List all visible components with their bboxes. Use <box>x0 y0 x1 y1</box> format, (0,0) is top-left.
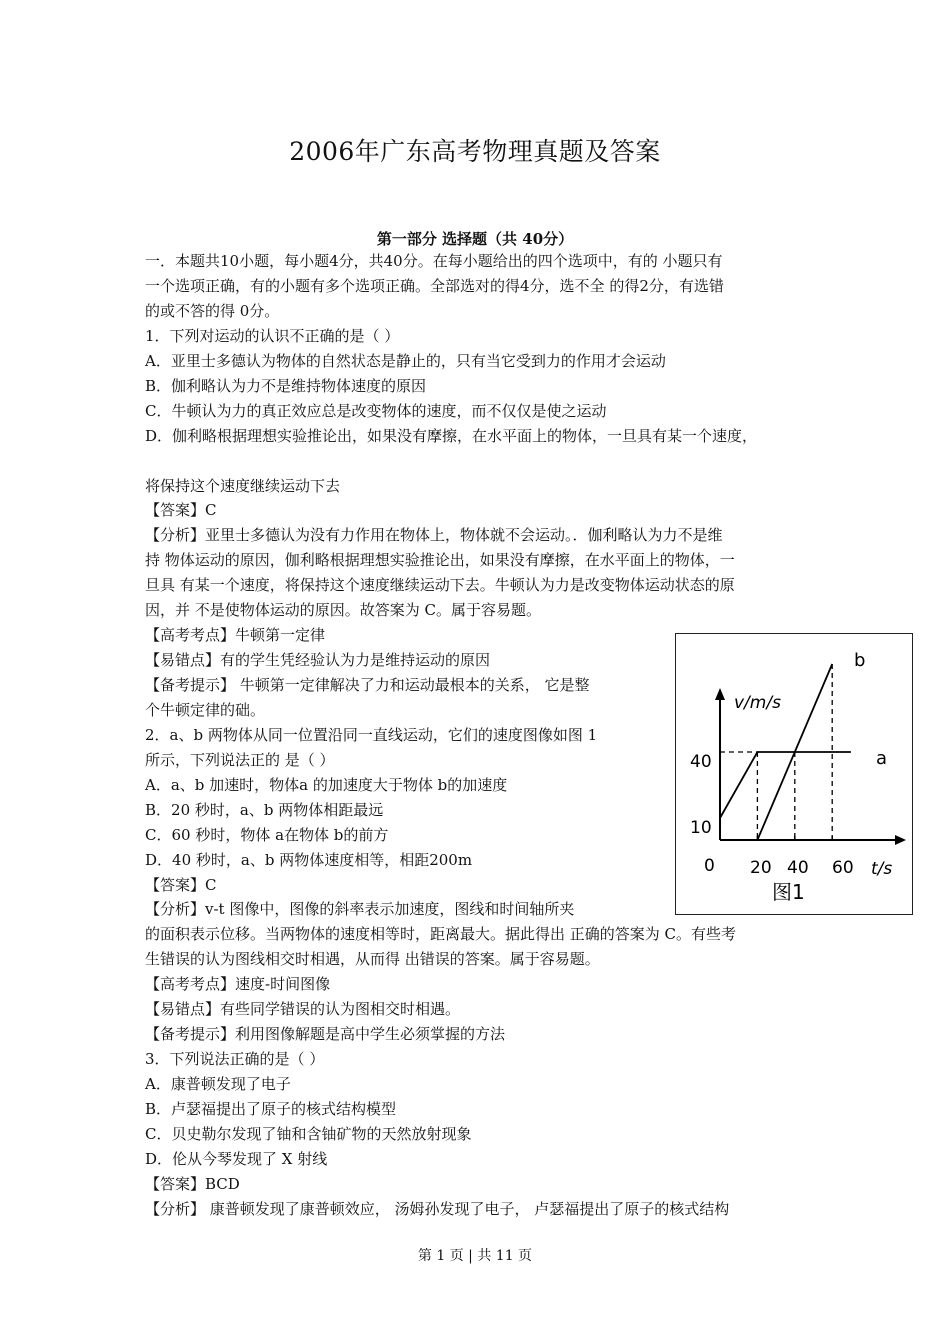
question-3: 3．下列说法正确的是（ ） <box>145 1050 325 1068</box>
exam-point-line: 【高考考点】速度-时间图像 <box>145 975 331 993</box>
pitfall-line: 【易错点】有些同学错误的认为图相交时相遇。 <box>145 1000 461 1018</box>
x-axis-label: t/s <box>871 859 893 879</box>
tip-line: 【备考提示】利用图像解题是高中学生必须掌握的方法 <box>145 1025 506 1043</box>
analysis-line: 持 物体运动的原因，伽利略根据理想实验推论出，如果没有摩擦，在水平面上的物体，一 <box>145 551 735 569</box>
pitfall-line: 【易错点】有的学生凭经验认为力是维持运动的原因 <box>145 651 491 669</box>
series-line-a <box>720 752 851 818</box>
option-line: A．亚里士多德认为物体的自然状态是静止的，只有当它受到力的作用才会运动 <box>145 352 666 370</box>
text-line: 的或不答的得 0分。 <box>145 302 280 320</box>
question-1: 1．下列对运动的认识不正确的是（ ） <box>145 327 400 345</box>
y-tick-label: 40 <box>690 752 712 772</box>
answer-line: 【答案】BCD <box>145 1175 240 1193</box>
analysis-line: 旦具 有某一个速度，将保持这个速度继续运动下去。牛顿认为力是改变物体运动状态的原 <box>145 576 735 594</box>
answer-line: 【答案】C <box>145 501 217 519</box>
page-footer: 第 1 页 | 共 11 页 <box>417 1248 533 1264</box>
x-tick-label: 40 <box>787 858 809 878</box>
section-heading: 第一部分 选择题（共 40分） <box>376 230 574 248</box>
option-line: B．20 秒时，a、b 两物体相距最远 <box>145 801 384 819</box>
x-tick-label: 60 <box>832 858 854 878</box>
tip-line: 个牛顿定律的础。 <box>145 701 266 719</box>
analysis-line: 生错误的认为图线相交时相遇，从而得 出错误的答案。属于容易题。 <box>145 950 600 968</box>
question-2: 2．a、b 两物体从同一位置沿同一直线运动，它们的速度图像如图 1 <box>145 726 598 744</box>
y-axis-arrow <box>715 688 725 700</box>
option-line: B．卢瑟福提出了原子的核式结构模型 <box>145 1100 397 1118</box>
option-line: D．伦从今琴发现了 X 射线 <box>145 1150 328 1168</box>
exam-point-line: 【高考考点】牛顿第一定律 <box>145 626 326 644</box>
x-tick-label: 20 <box>750 858 772 878</box>
option-line: A．a、b 加速时，物体a 的加速度大于物体 b的加速度 <box>145 776 508 794</box>
figure-caption: 图1 <box>772 880 805 904</box>
text-line: 将保持这个速度继续运动下去 <box>145 477 341 495</box>
option-line: C．60 秒时，物体 a在物体 b的前方 <box>145 826 389 844</box>
tip-line: 【备考提示】 牛顿第一定律解决了力和运动最根本的关系， 它是整 <box>145 676 590 694</box>
option-line: A．康普顿发现了电子 <box>145 1075 291 1093</box>
analysis-line: 【分析】 康普顿发现了康普顿效应， 汤姆孙发现了电子， 卢瑟福提出了原子的核式结构 <box>145 1200 730 1218</box>
option-line: C．贝史勒尔发现了铀和含铀矿物的天然放射现象 <box>145 1125 472 1143</box>
velocity-time-chart <box>676 634 914 916</box>
analysis-line: 【分析】v-t 图像中，图像的斜率表示加速度，图线和时间轴所夹 <box>145 900 575 918</box>
origin-label: 0 <box>704 856 715 876</box>
x-axis-arrow <box>895 835 906 845</box>
analysis-line: 因，并 不是使物体运动的原因。故答案为 C。属于容易题。 <box>145 601 542 619</box>
question-2: 所示，下列说法正的 是（ ） <box>145 751 335 769</box>
text-line: 一．本题共10小题，每小题4分，共40分。在每小题给出的四个选项中，有的 小题只有 <box>145 252 723 270</box>
series-b-label: b <box>854 650 866 671</box>
y-tick-label: 10 <box>690 818 712 838</box>
answer-line: 【答案】C <box>145 876 217 894</box>
series-a-label: a <box>876 748 888 769</box>
analysis-line: 【分析】亚里士多德认为没有力作用在物体上，物体就不会运动。．伽利略认为力不是维 <box>145 526 723 544</box>
y-axis-label: v/m/s <box>734 693 781 713</box>
option-line: D．40 秒时，a、b 两物体速度相等，相距200m <box>145 851 473 869</box>
option-line: B．伽利略认为力不是维持物体速度的原因 <box>145 377 427 395</box>
figure-1 <box>675 633 913 915</box>
text-line: 一个选项正确，有的小题有多个选项正确。全部选对的得4分，选不全 的得2分，有选错 <box>145 277 724 295</box>
page-title: 2006年广东高考物理真题及答案 <box>289 137 661 166</box>
analysis-line: 的面积表示位移。当两物体的速度相等时，距离最大。据此得出 正确的答案为 C。有些考 <box>145 925 737 943</box>
option-line: D．伽利略根据理想实验推论出，如果没有摩擦，在水平面上的物体，一旦具有某一个速度， <box>145 427 758 445</box>
option-line: C．牛顿认为力的真正效应总是改变物体的速度，而不仅仅是使之运动 <box>145 402 607 420</box>
